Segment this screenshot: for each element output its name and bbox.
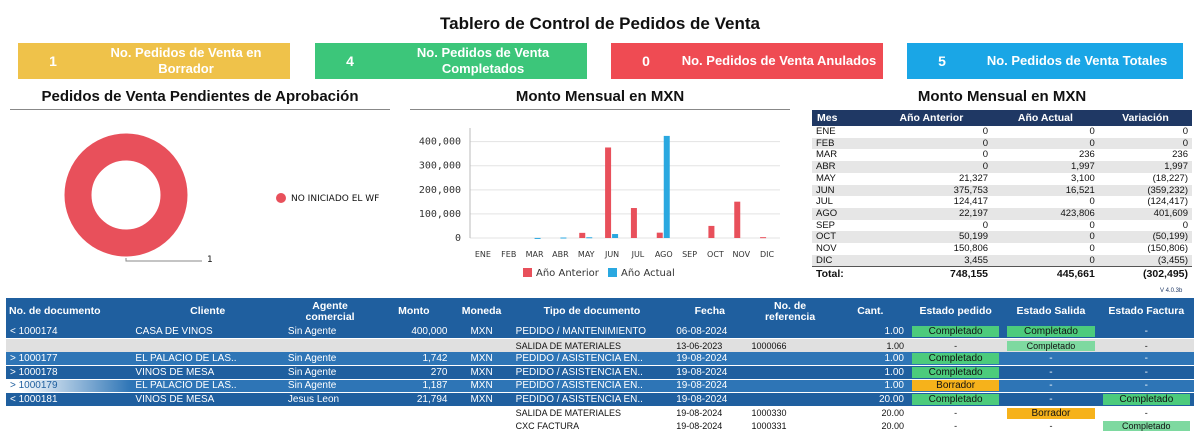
y-tick-label: 100,000 <box>418 208 461 220</box>
order-cell-ep: - <box>908 420 1003 434</box>
status-badge: Completado <box>1103 421 1190 431</box>
order-cell-monto: 1,187 <box>376 379 451 393</box>
monthly-row <box>812 138 1192 150</box>
monthly-cell: 0 <box>992 138 1099 150</box>
monthly-cell: 401,609 <box>1099 208 1192 220</box>
status-badge: Borrador <box>1007 408 1094 419</box>
order-cell-agente: Sin Agente <box>284 352 376 366</box>
divider <box>410 109 790 110</box>
order-cell-ef: - <box>1099 339 1194 353</box>
order-cell-ref: 1000330 <box>747 406 832 420</box>
legend-swatch <box>523 268 532 277</box>
monthly-cell: ENE <box>816 126 836 137</box>
monthly-cell: 0 <box>1089 243 1095 255</box>
status-badge: Completado <box>1007 341 1094 351</box>
status-badge: Completado <box>912 326 999 337</box>
order-cell-tipo: CXC FACTURA <box>512 420 673 434</box>
order-cell-fecha: 13-06-2023 <box>672 339 747 353</box>
monthly-cell: MAY <box>816 172 836 184</box>
monthly-cell: 0 <box>1099 138 1192 150</box>
order-cell-agente <box>284 339 376 353</box>
monthly-table-title: Monto Mensual en MXN <box>917 88 1087 105</box>
bar-año-actual-jun[interactable] <box>612 234 618 238</box>
monthly-total-cell: 748,155 <box>871 267 992 282</box>
legend-label: Año Actual <box>621 268 675 279</box>
monthly-cell: NOV <box>816 243 837 255</box>
order-cell-agente: Sin Agente <box>284 325 376 339</box>
y-tick-label: 0 <box>454 233 461 244</box>
x-tick-label: AGO <box>654 250 673 259</box>
order-cell-cliente <box>131 406 284 420</box>
order-cell-monto <box>376 420 451 434</box>
order-cell-es <box>1003 406 1098 420</box>
kpi-label: No. Pedidos de Venta Completados <box>416 45 550 76</box>
order-cell-agente: Sin Agente <box>284 366 376 380</box>
monthly-cell: OCT <box>812 231 871 243</box>
kpi-value: 0 <box>642 53 650 69</box>
order-cell-cliente: VINOS DE MESA <box>131 393 284 407</box>
kpi-label: No. Pedidos de Venta Anulados <box>681 53 877 68</box>
orders-col-header[interactable]: Monto <box>376 298 451 325</box>
monthly-cell: 1,997 <box>1099 161 1192 173</box>
order-cell-ep <box>908 393 1003 407</box>
x-tick-label: ABR <box>552 250 569 259</box>
bar-año-anterior-dic[interactable] <box>760 237 766 238</box>
order-cell-monto <box>376 406 451 420</box>
order-cell-cliente: EL PALACIO DE LAS.. <box>131 352 284 366</box>
order-cell-doc[interactable]: > 1000178 <box>6 366 131 380</box>
donut-count-label: 1 <box>207 255 213 265</box>
order-cell-cant: 1.00 <box>833 339 908 353</box>
order-cell-fecha: 19-08-2024 <box>672 393 747 407</box>
order-cell-ef: - <box>1099 366 1194 380</box>
orders-col-header[interactable]: Tipo de documento <box>512 298 673 325</box>
bar-año-anterior-may[interactable] <box>579 233 585 238</box>
order-cell-doc[interactable] <box>6 339 131 353</box>
y-tick-label: 300,000 <box>418 160 461 172</box>
order-cell-cant: 1.00 <box>833 379 908 393</box>
monthly-cell: 375,753 <box>871 185 992 197</box>
order-cell-ep <box>908 366 1003 380</box>
bar-año-actual-abr[interactable] <box>560 238 566 239</box>
order-cell-monto: 400,000 <box>376 325 451 339</box>
monthly-cell: (124,417) <box>1147 196 1188 208</box>
kpi-card-3[interactable] <box>907 43 1183 79</box>
monthly-total-cell: 445,661 <box>992 267 1099 282</box>
bar-chart-title: Monto Mensual en MXN <box>515 88 685 105</box>
status-badge: Completado <box>912 353 999 364</box>
order-cell-es: - <box>1003 420 1098 434</box>
bar-año-anterior-jun[interactable] <box>605 147 611 238</box>
monthly-cell: (18,227) <box>1152 172 1188 184</box>
order-cell-cant: 20.00 <box>833 420 908 434</box>
orders-col-header[interactable]: No. de referencia <box>747 298 832 325</box>
order-cell-cliente: CASA DE VINOS <box>131 325 284 339</box>
bar-año-anterior-nov[interactable] <box>734 202 740 238</box>
order-cell-tipo: PEDIDO / ASISTENCIA EN.. <box>512 393 673 407</box>
monthly-row <box>812 185 1192 197</box>
order-cell-ef <box>1099 420 1194 434</box>
legend-swatch <box>276 193 286 203</box>
order-cell-cant: 1.00 <box>833 325 908 339</box>
orders-col-header[interactable]: Moneda <box>451 298 511 325</box>
monthly-cell: 0 <box>1089 196 1095 208</box>
y-tick-label: 200,000 <box>418 184 461 196</box>
monthly-row <box>812 173 1192 185</box>
kpi-card-2[interactable] <box>611 43 883 79</box>
orders-col-header[interactable]: Fecha <box>672 298 747 325</box>
order-cell-ref: 1000331 <box>747 420 832 434</box>
monthly-cell: 0 <box>871 161 992 173</box>
order-cell-moneda: MXN <box>451 352 511 366</box>
kpi-card-0[interactable] <box>18 43 290 79</box>
order-cell-doc[interactable] <box>6 406 131 420</box>
order-cell-cliente <box>131 339 284 353</box>
orders-col-header[interactable]: Cliente <box>131 298 284 325</box>
order-cell-ef: - <box>1099 325 1194 339</box>
order-cell-ep <box>908 325 1003 339</box>
order-cell-moneda <box>451 406 511 420</box>
pending-donut-chart <box>60 125 230 270</box>
order-detail-row <box>6 406 1194 420</box>
monthly-row <box>812 161 1192 173</box>
bar-año-actual-ago[interactable] <box>664 136 670 238</box>
monthly-col-header: Variación <box>1099 110 1192 126</box>
monthly-cell: 0 <box>1182 126 1188 137</box>
order-cell-ep: - <box>908 406 1003 420</box>
status-badge: Completado <box>912 367 999 378</box>
monthly-cell: FEB <box>812 138 871 150</box>
order-cell-es: - <box>1003 352 1098 366</box>
order-cell-moneda <box>451 339 511 353</box>
order-cell-moneda: MXN <box>451 366 511 380</box>
x-tick-label: OCT <box>707 250 724 259</box>
order-cell-ef: - <box>1099 352 1194 366</box>
order-cell-fecha: 19-08-2024 <box>672 406 747 420</box>
order-cell-doc[interactable] <box>6 420 131 434</box>
monthly-row <box>812 255 1192 267</box>
monthly-cell: (3,455) <box>1099 255 1192 267</box>
legend-swatch <box>608 268 617 277</box>
order-cell-ref <box>747 379 832 393</box>
monthly-cell: 3,455 <box>871 255 992 267</box>
monthly-col-header: Año Actual <box>992 110 1099 126</box>
y-tick-label: 400,000 <box>418 136 461 148</box>
orders-col-header[interactable]: Cant. <box>833 298 908 325</box>
order-cell-agente: Jesus Leon <box>284 393 376 407</box>
monthly-cell: 0 <box>992 255 1099 267</box>
order-cell-monto <box>376 339 451 353</box>
x-tick-label: FEB <box>501 250 517 259</box>
order-cell-cant: 1.00 <box>833 352 908 366</box>
order-row[interactable] <box>6 366 1194 380</box>
order-cell-tipo: PEDIDO / ASISTENCIA EN.. <box>512 366 673 380</box>
order-cell-tipo: SALIDA DE MATERIALES <box>512 339 673 353</box>
order-cell-ref <box>747 352 832 366</box>
status-badge: Completado <box>912 394 999 405</box>
legend-label: Año Anterior <box>536 268 599 279</box>
order-cell-cliente: EL PALACIO DE LAS.. <box>131 379 284 393</box>
order-cell-fecha: 19-08-2024 <box>672 366 747 380</box>
order-cell-doc[interactable]: > 1000177 <box>6 352 131 366</box>
order-cell-ef: - <box>1099 406 1194 420</box>
monthly-cell: AGO <box>812 208 871 220</box>
monthly-cell: 124,417 <box>953 196 989 208</box>
order-cell-cant: 20.00 <box>833 406 908 420</box>
monthly-row <box>812 243 1192 255</box>
monthly-cell: 50,199 <box>871 231 992 243</box>
monthly-row <box>812 208 1192 220</box>
order-row[interactable] <box>6 393 1194 407</box>
donut-leader-line <box>126 258 202 261</box>
x-tick-label: SEP <box>682 250 698 259</box>
monthly-cell: 0 <box>982 126 989 137</box>
orders-col-header[interactable]: No. de documento <box>6 298 131 325</box>
legend-label: NO INICIADO EL WF <box>291 194 380 204</box>
monthly-row <box>812 231 1192 243</box>
orders-col-header[interactable]: Agente comercial <box>284 298 376 325</box>
bar-año-actual-mar[interactable] <box>535 238 541 239</box>
monthly-row <box>812 126 1192 138</box>
order-cell-agente: Sin Agente <box>284 379 376 393</box>
kpi-label: No. Pedidos de Venta Totales <box>986 53 1168 68</box>
order-cell-ref <box>747 393 832 407</box>
monthly-cell: (359,232) <box>1099 185 1192 197</box>
bar-año-actual-may[interactable] <box>586 237 592 238</box>
monthly-col-header: Año Anterior <box>871 110 992 126</box>
kpi-label: No. Pedidos de Venta en Borrador <box>110 45 262 76</box>
order-cell-fecha: 19-08-2024 <box>672 420 747 434</box>
x-tick-label: ENE <box>474 250 491 259</box>
order-cell-cliente: VINOS DE MESA <box>131 366 284 380</box>
order-cell-monto: 270 <box>376 366 451 380</box>
order-cell-agente <box>284 406 376 420</box>
order-cell-ref: 1000066 <box>747 339 832 353</box>
order-cell-cant: 20.00 <box>833 393 908 407</box>
order-row[interactable] <box>6 325 1194 339</box>
order-cell-tipo: PEDIDO / ASISTENCIA EN.. <box>512 352 673 366</box>
order-cell-cant: 1.00 <box>833 366 908 380</box>
version-label: V 4.0.3b <box>1160 288 1183 294</box>
monthly-cell: (50,199) <box>1099 231 1192 243</box>
monthly-cell: 3,100 <box>1071 172 1095 184</box>
page-title: Tablero de Control de Pedidos de Venta <box>440 14 760 33</box>
orders-col-header[interactable]: Estado Factura <box>1099 298 1194 325</box>
monthly-cell: SEP <box>816 219 836 231</box>
order-cell-doc[interactable]: > 1000179 <box>6 379 131 393</box>
monthly-total-cell: Total: <box>812 267 871 282</box>
monthly-cell: 21,327 <box>958 172 989 184</box>
monthly-cell: 16,521 <box>992 185 1099 197</box>
order-cell-es: - <box>1003 379 1098 393</box>
order-cell-es <box>1003 339 1098 353</box>
monthly-cell: (150,806) <box>1147 243 1188 255</box>
monthly-col-header: Mes <box>812 110 871 126</box>
order-cell-ep: - <box>908 339 1003 353</box>
monthly-total-row <box>812 267 1192 282</box>
orders-col-header[interactable]: Estado Salida <box>1003 298 1098 325</box>
monthly-cell: 0 <box>982 219 989 231</box>
monthly-cell: 423,806 <box>992 208 1099 220</box>
order-cell-es: - <box>1003 366 1098 380</box>
monthly-cell: 0 <box>1182 219 1188 231</box>
order-row[interactable] <box>6 379 1194 393</box>
monthly-amount-table <box>812 110 1192 282</box>
order-cell-ref <box>747 366 832 380</box>
order-cell-cliente <box>131 420 284 434</box>
status-badge: Completado <box>1007 326 1094 337</box>
status-badge: Borrador <box>912 380 999 391</box>
monthly-cell: 150,806 <box>953 243 989 255</box>
monthly-cell: JUL <box>816 196 833 208</box>
order-row[interactable] <box>6 352 1194 366</box>
monthly-cell: 1,997 <box>992 161 1099 173</box>
order-cell-ef: - <box>1099 379 1194 393</box>
order-cell-fecha: 06-08-2024 <box>672 325 747 339</box>
x-tick-label: DIC <box>760 250 775 259</box>
kpi-card-1[interactable] <box>315 43 587 79</box>
monthly-bar-chart <box>410 118 790 288</box>
order-detail-row <box>6 420 1194 434</box>
order-cell-tipo: PEDIDO / ASISTENCIA EN.. <box>512 379 673 393</box>
monthly-cell: 0 <box>992 231 1099 243</box>
bar-año-anterior-jul[interactable] <box>631 208 637 238</box>
order-cell-tipo: PEDIDO / MANTENIMIENTO <box>512 325 673 339</box>
monthly-cell: 0 <box>1089 126 1095 137</box>
order-cell-moneda: MXN <box>451 379 511 393</box>
order-cell-agente <box>284 420 376 434</box>
donut-slice-no-iniciado[interactable] <box>78 147 174 243</box>
x-tick-label: JUN <box>604 250 620 259</box>
order-cell-es: - <box>1003 393 1098 407</box>
order-cell-monto: 21,794 <box>376 393 451 407</box>
kpi-value: 5 <box>938 53 946 69</box>
order-cell-fecha: 19-08-2024 <box>672 352 747 366</box>
order-detail-row <box>6 339 1194 353</box>
order-cell-ef <box>1099 393 1194 407</box>
order-cell-moneda <box>451 420 511 434</box>
monthly-cell: MAR <box>816 149 838 161</box>
sales-orders-table <box>6 298 1194 433</box>
order-cell-moneda: MXN <box>451 325 511 339</box>
x-tick-label: MAR <box>525 250 544 259</box>
monthly-cell: 236 <box>1172 149 1188 161</box>
x-tick-label: MAY <box>577 250 595 259</box>
divider <box>10 109 390 110</box>
order-cell-moneda: MXN <box>451 393 511 407</box>
monthly-cell: 0 <box>982 149 989 161</box>
monthly-cell: DIC <box>812 255 871 267</box>
orders-col-header[interactable]: Estado pedido <box>908 298 1003 325</box>
order-cell-fecha: 19-08-2024 <box>672 379 747 393</box>
order-cell-monto: 1,742 <box>376 352 451 366</box>
order-cell-es <box>1003 325 1098 339</box>
order-cell-ep <box>908 352 1003 366</box>
order-cell-doc[interactable]: < 1000181 <box>6 393 131 407</box>
pending-section-title: Pedidos de Venta Pendientes de Aprobación <box>41 88 359 105</box>
bar-año-anterior-oct[interactable] <box>708 226 714 238</box>
monthly-cell: 22,197 <box>871 208 992 220</box>
monthly-cell: JUN <box>812 185 871 197</box>
monthly-cell: 236 <box>1078 149 1095 161</box>
bar-año-anterior-ago[interactable] <box>657 233 663 238</box>
monthly-row <box>812 149 1192 161</box>
order-cell-tipo: SALIDA DE MATERIALES <box>512 406 673 420</box>
order-cell-doc[interactable]: < 1000174 <box>6 325 131 339</box>
monthly-cell: 0 <box>871 138 992 150</box>
monthly-row <box>812 220 1192 232</box>
kpi-value: 4 <box>346 53 354 69</box>
monthly-cell: 0 <box>1089 219 1095 231</box>
monthly-total-cell: (302,495) <box>1099 267 1192 282</box>
order-cell-ref <box>747 325 832 339</box>
status-badge: Completado <box>1103 394 1190 405</box>
kpi-value: 1 <box>49 53 57 69</box>
monthly-row <box>812 196 1192 208</box>
x-tick-label: NOV <box>732 250 751 259</box>
monthly-cell: ABR <box>812 161 871 173</box>
x-tick-label: JUL <box>631 250 645 259</box>
order-cell-ep <box>908 379 1003 393</box>
